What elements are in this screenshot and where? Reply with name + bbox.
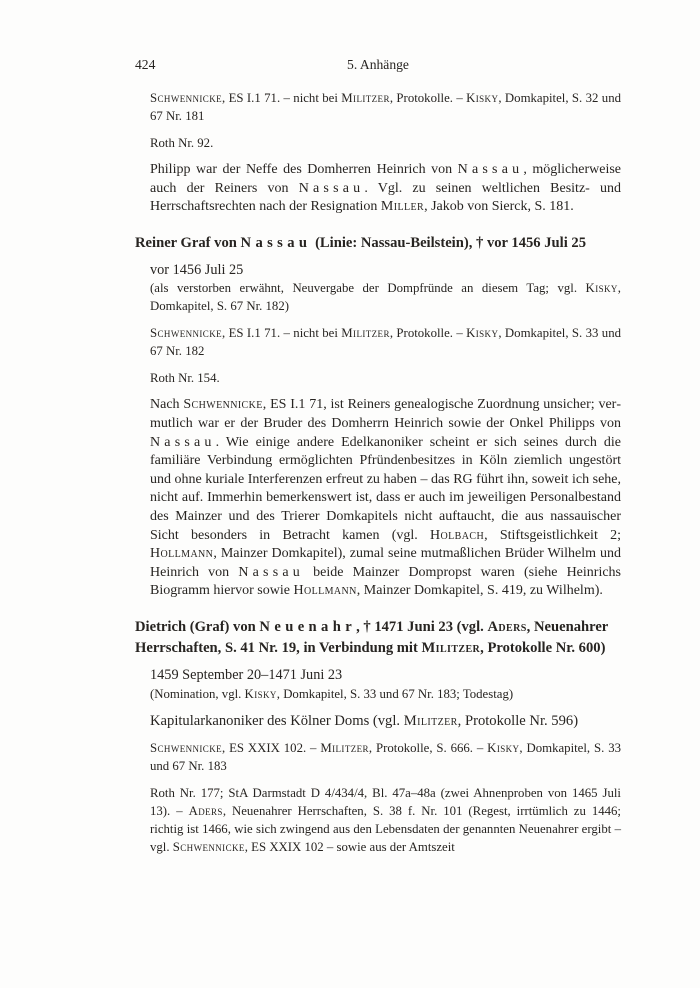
letterspaced-name: Neuenahr: [259, 618, 357, 635]
small-caps-name: Kisky: [466, 326, 499, 341]
dietrich-literature-paragraph: [150, 739, 621, 775]
text-run: , Jakob von Sierck, S. 181.: [424, 199, 574, 215]
text-run: 1459 September 20–1471 Juni 23: [150, 666, 343, 683]
dietrich-dates-block: [150, 666, 621, 703]
text-run: (Nomination, vgl.: [150, 686, 245, 701]
philipp-literature-paragraph: [150, 89, 621, 125]
small-caps-name: Militzer: [341, 91, 390, 105]
small-caps-name: Holbach: [430, 527, 485, 543]
text-run: Dietrich (Graf) von: [135, 618, 260, 635]
small-caps-name: Schwennicke: [172, 840, 245, 855]
text-run: , Protokolle. –: [389, 91, 467, 105]
text-run: , Protokolle Nr. 600): [480, 639, 606, 656]
text-run: (Linie: Nassau-Beilstein), † vor 1456 Juli 25: [311, 234, 587, 251]
text-run: , Neuenahrer Herrschaften, S. 41 Nr. 19, in Verbindung mit: [135, 618, 609, 656]
text-run: , ES XXIX 102 – sowie aus der Amtszeit: [244, 840, 455, 855]
text-run: , Neuenahrer Herrschaften, S. 38 f. Nr. 101 (Regest, irrtümlich zu 1446; richtig ist 1466, wie sich zwingend aus den Lebensdaten der genannten Neuenahrer ergibt – vgl.: [150, 804, 621, 855]
small-caps-name: Aders: [487, 618, 527, 635]
page-header: [135, 56, 621, 74]
text-run: , möglicherweise auch der Reiners von: [150, 162, 621, 196]
small-caps-name: Aders: [188, 804, 223, 819]
text-run: , Domkapitel, S. 32 und 67 Nr. 181: [150, 91, 621, 123]
text-run: , Domkapitel, S. 33 und 67 Nr. 182: [150, 326, 621, 359]
text-run: , Domkapitel, S. 33 und 67 Nr. 183; Todestag): [276, 686, 514, 701]
text-run: , Mainzer Domkapitel), zumal seine mutmaßlichen Brüder Wilhelm und Heinrich von: [150, 546, 621, 580]
small-caps-name: Hollmann: [293, 583, 357, 599]
small-caps-name: Militzer: [341, 326, 390, 341]
letterspaced-name: Nassau: [150, 434, 216, 450]
small-caps-name: Schwennicke: [183, 397, 263, 413]
dietrich-dates-line: [150, 666, 621, 685]
dietrich-roth-paragraph: [150, 784, 621, 856]
letterspaced-name: Nassau: [298, 180, 365, 196]
entry-heading-dietrich: [135, 617, 621, 659]
page-number: 424: [135, 57, 156, 72]
small-caps-name: Schwennicke: [150, 741, 223, 756]
text-run: , † 1471 Juni 23 (vgl.: [356, 618, 488, 635]
small-caps-name: Miller: [380, 199, 425, 215]
reiner-dates-note: [150, 279, 621, 315]
text-column: [135, 56, 621, 865]
small-caps-name: Schwennicke: [150, 326, 223, 341]
text-run: Reiner Graf von: [135, 234, 241, 251]
reiner-commentary-paragraph: [150, 396, 621, 601]
reiner-literature-paragraph: [150, 324, 621, 360]
text-run: Kapitularkanoniker des Kölner Doms (vgl.: [150, 712, 404, 729]
text-run: Roth Nr. 92.: [150, 136, 214, 150]
text-run: , Stiftsgeistlichkeit 2;: [484, 527, 621, 543]
running-title: 5. Anhänge: [347, 57, 409, 72]
small-caps-name: Militzer: [403, 712, 458, 729]
small-caps-name: Kisky: [487, 741, 520, 756]
reiner-dates-block: [150, 261, 621, 316]
text-run: , ES XXIX 102. –: [222, 741, 321, 756]
text-run: . Wie einige andere Edelkanoniker scheint er sich seines durch die familiäre Verbindung ermöglichten Pfründenbesitzes in Köln ziemlich ungestört und ohne kuriale Interferenzen erfreut zu haben – das RG führt ihn, soweit ich sehe, nicht auf. Immerhin bemerkenswert ist, dass er auch im jeweiligen Personalbestand des Mainzer und des Trierer Domkapitels nicht auftaucht, die aus nassauischer Sicht besonders in Betracht kamen (vgl.: [150, 434, 621, 543]
small-caps-name: Schwennicke: [150, 91, 223, 105]
dietrich-dates-note: [150, 685, 621, 703]
text-run: , Protokolle. –: [389, 326, 467, 341]
text-run: , ES I.1 71, ist Reiners genealogische Zuordnung unsicher; vermutlich war er der Bruder des Domherrn Heinrich sowie der Onkel Philipps von: [150, 397, 621, 431]
reiner-roth-number: [150, 369, 621, 387]
philipp-commentary-paragraph: [150, 161, 621, 217]
text-run: Roth Nr. 154.: [150, 371, 220, 386]
text-run: beide Mainzer Dompropst waren (siehe Heinrichs Biogramm hiervor sowie: [150, 564, 622, 599]
small-caps-name: Militzer: [320, 741, 369, 756]
letterspaced-name: Nassau: [457, 162, 524, 177]
philipp-roth-number: [150, 134, 621, 152]
text-run: Philipp war der Neffe des Domherren Heinrich von: [150, 162, 458, 177]
text-run: (als verstorben erwähnt, Neuvergabe der Dompfründe an diesem Tag; vgl.: [150, 281, 586, 296]
letterspaced-name: Nassau: [238, 564, 304, 580]
text-run: Nach: [150, 397, 184, 413]
entry-heading-reiner: [135, 233, 621, 254]
dietrich-office-line: [150, 712, 621, 731]
letterspaced-name: Nassau: [240, 234, 312, 251]
text-run: , Domkapitel, S. 67 Nr. 182): [150, 281, 621, 314]
small-caps-name: Kisky: [244, 686, 277, 701]
small-caps-name: Hollmann: [150, 546, 214, 562]
text-run: , Domkapitel, S. 33 und 67 Nr. 183: [150, 741, 621, 774]
small-caps-name: Militzer: [421, 639, 481, 656]
text-run: Roth Nr. 177; StA Darmstadt D 4/434/4, Bl. 47a–48a (zwei Ahnenproben von 1465 Juli 13). –: [150, 786, 621, 819]
reiner-dates-line: [150, 261, 621, 280]
small-caps-name: Kisky: [466, 91, 499, 105]
small-caps-name: Kisky: [585, 281, 618, 296]
text-run: , ES I.1 71. – nicht bei: [222, 91, 342, 105]
text-run: , Protokolle Nr. 596): [457, 712, 579, 729]
text-run: . Vgl. zu seinen weltlichen Besitz- und Herrschaftsrechten nach der Resignation: [150, 180, 621, 215]
text-run: vor 1456 Juli 25: [150, 261, 244, 278]
text-run: , Protokolle, S. 666. –: [368, 741, 488, 756]
text-run: , Mainzer Domkapitel, S. 419, zu Wilhelm).: [356, 583, 603, 599]
text-run: , ES I.1 71. – nicht bei: [222, 326, 342, 341]
